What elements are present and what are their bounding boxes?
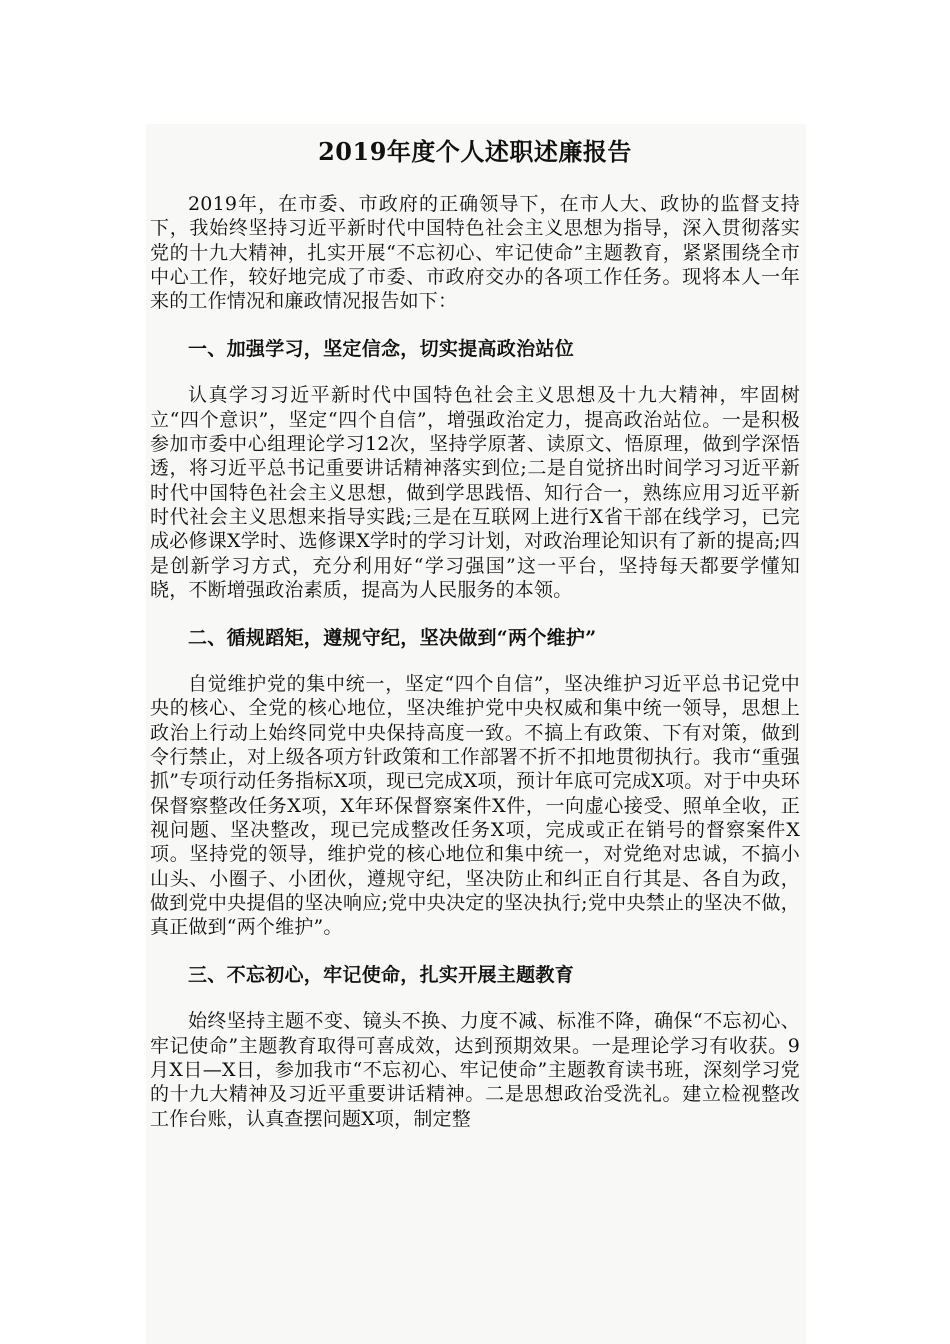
intro-paragraph: 2019年，在市委、市政府的正确领导下，在市人大、政协的监督支持下，我始终坚持习近平新时代中国特色社会主义思想为指导，深入贯彻落实党的十九大精神，扎实开展“不忘初心、牢记使命”主题教育，紧紧围绕全市中心工作，较好地完成了市委、市政府交办的各项工作任务。现将本人一年来的工作情况和廉政情况报告如下： — [150, 193, 800, 313]
section-2-heading: 二、循规蹈矩，遵规守纪，坚决做到“两个维护” — [188, 627, 597, 650]
section-1-paragraph: 认真学习习近平新时代中国特色社会主义思想及十九大精神，牢固树立“四个意识”，坚定“四个自信”，增强政治定力，提高政治站位。一是积极参加市委中心组理论学习12次，坚持学原著、读原文、悟原理，做到学深悟透，将习近平总书记重要讲话精神落实到位;二是自觉挤出时间学习习近平新时代中国特色社会主义思想，做到学思践悟、知行合一，熟练应用习近平新时代社会主义思想来指导实践;三是在互联网上进行X省干部在线学习，已完成必修课X学时、选修课X学时的学习计划，对政治理论知识有了新的提高;四是创新学习方式，充分利用好“学习强国”这一平台，坚持每天都要学懂知晓，不断增强政治素质，提高为人民服务的本领。 — [150, 384, 800, 601]
document-body — [146, 124, 806, 1344]
section-2-paragraph: 自觉维护党的集中统一，坚定“四个自信”，坚决维护习近平总书记党中央的核心、全党的核心地位，坚决维护党中央权威和集中统一领导，思想上政治上行动上始终同党中央保持高度一致。不搞上有政策、下有对策，做到令行禁止，对上级各项方针政策和工作部署不折不扣地贯彻执行。我市“重强抓”专项行动任务指标X项，现已完成X项，预计年底可完成X项。对于中央环保督察整改任务X项，X年环保督察案件X件，一向虚心接受、照单全收，正视问题、坚决整改，现已完成整改任务X项，完成或正在销号的督察案件X项。坚持党的领导，维护党的核心地位和集中统一，对党绝对忠诚，不搞小山头、小圈子、小团伙，遵规守纪，坚决防止和纠正自行其是、各自为政，做到党中央提倡的坚决响应;党中央决定的坚决执行;党中央禁止的坚决不做，真正做到“两个维护”。 — [150, 673, 800, 939]
document-title: 2019年度个人述职述廉报告 — [318, 137, 632, 166]
section-3-heading: 三、不忘初心，牢记使命，扎实开展主题教育 — [188, 964, 575, 987]
section-3-paragraph: 始终坚持主题不变、镜头不换、力度不减、标准不降，确保“不忘初心、牢记使命”主题教育取得可喜成效，达到预期效果。一是理论学习有收获。9月X日—X日，参加我市“不忘初心、牢记使命”主题教育读书班，深刻学习党的十九大精神及习近平重要讲话精神。二是思想政治受洗礼。建立检视整改工作台账，认真查摆问题X项，制定整 — [150, 1010, 800, 1130]
section-1-heading: 一、加强学习，坚定信念，切实提高政治站位 — [188, 338, 575, 361]
